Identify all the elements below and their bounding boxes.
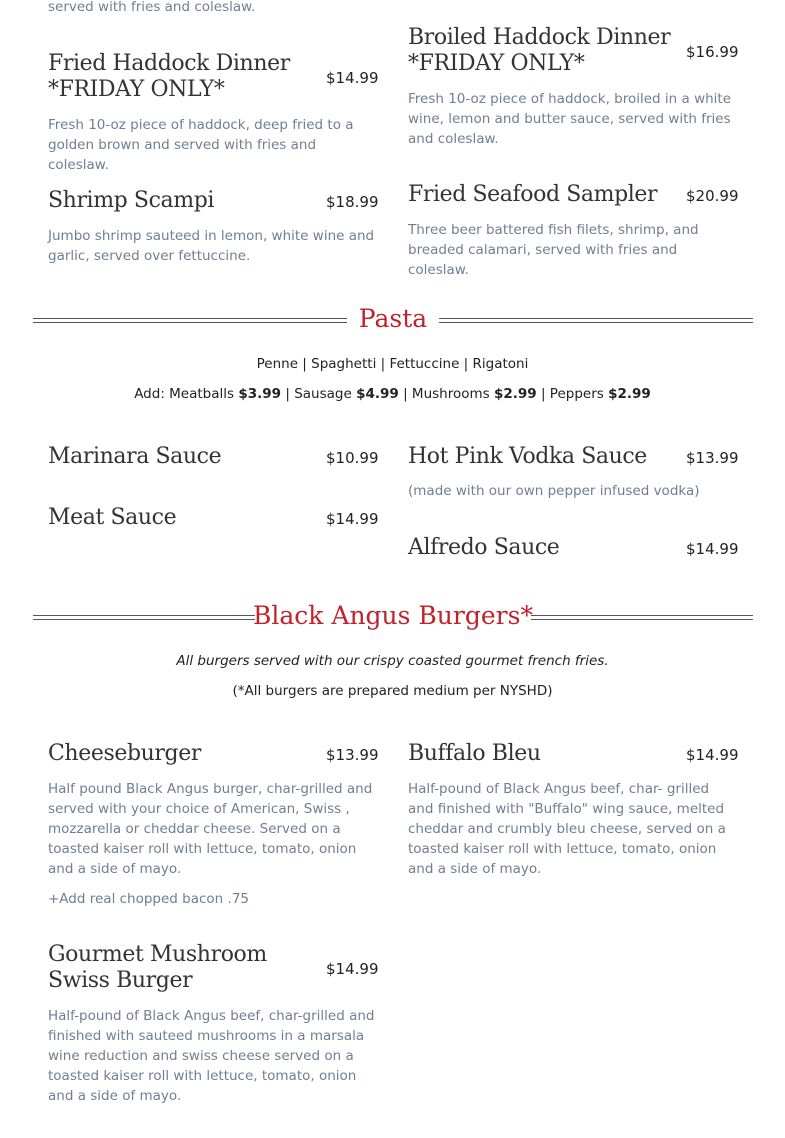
menu-item-broiled-haddock	[408, 25, 738, 149]
item-price: $14.99	[326, 960, 379, 978]
sausage-label: | Sausage	[285, 386, 352, 402]
pasta-types: Penne | Spaghetti | Fettuccine | Rigatoni	[256, 356, 529, 372]
item-description: Half pound Black Angus burger, char-grilled and served with your choice of American, Swiss , mozzarella or cheddar cheese. Served on a toasted kaiser roll with lettuce, tomato, onion and a side of mayo.	[48, 781, 373, 877]
item-price: $13.99	[686, 449, 739, 467]
menu-item-fried-haddock	[48, 51, 378, 175]
pasta-section-header	[33, 303, 753, 337]
item-description: Fresh 10-oz piece of haddock, broiled in a white wine, lemon and butter sauce, served with fries and coleslaw.	[408, 91, 732, 147]
burgers-note-medium: (*All burgers are prepared medium per NYSHD)	[232, 683, 553, 699]
add-label: Add: Meatballs	[134, 386, 235, 402]
meatballs-price: $3.99	[238, 386, 282, 402]
section-title: Pasta	[358, 304, 428, 333]
item-addon: +Add real chopped bacon .75	[48, 891, 249, 907]
item-name: Cheeseburger	[48, 741, 201, 766]
item-price: $10.99	[326, 449, 379, 467]
item-description: Three beer battered fish filets, shrimp, and breaded calamari, served with fries and coleslaw.	[408, 222, 699, 278]
menu-item-mushroom-swiss-burger	[48, 942, 378, 1106]
item-price: $13.99	[326, 746, 379, 764]
section-title: Black Angus Burgers*	[253, 601, 533, 630]
mushrooms-label: | Mushrooms	[403, 386, 490, 402]
item-price: $14.99	[326, 510, 379, 528]
item-name: Fried Haddock Dinner *FRIDAY ONLY*	[48, 51, 290, 102]
item-name: Hot Pink Vodka Sauce	[408, 444, 647, 469]
peppers-label: | Peppers	[540, 386, 604, 402]
peppers-price: $2.99	[608, 386, 651, 402]
menu-item-seafood-sampler	[408, 182, 738, 280]
menu-item-buffalo-bleu	[408, 741, 738, 879]
item-description: Fresh 10-oz piece of haddock, deep fried to a golden brown and served with fries and coleslaw.	[48, 117, 354, 173]
previous-item-description: served with fries and coleslaw.	[48, 0, 256, 15]
item-name: Gourmet Mushroom Swiss Burger	[48, 942, 267, 993]
pasta-add-ons	[0, 386, 785, 402]
item-price: $20.99	[686, 187, 739, 205]
mushrooms-price: $2.99	[493, 386, 537, 402]
menu-item-meat-sauce	[48, 505, 378, 531]
item-price: $14.99	[326, 69, 379, 87]
sausage-price: $4.99	[356, 386, 399, 402]
item-price: $14.99	[686, 746, 739, 764]
item-name: Broiled Haddock Dinner *FRIDAY ONLY*	[408, 25, 671, 76]
item-name: Meat Sauce	[48, 505, 177, 530]
menu-item-cheeseburger	[48, 741, 378, 909]
menu-item-marinara	[48, 444, 378, 470]
item-description: Half-pound of Black Angus beef, char-grilled and finished with sauteed mushrooms in a marsala wine reduction and swiss cheese served on a toasted kaiser roll with lettuce, tomato, onion and a side of mayo.	[48, 1008, 375, 1104]
item-name: Shrimp Scampi	[48, 188, 215, 213]
item-name: Alfredo Sauce	[408, 535, 560, 560]
item-name: Buffalo Bleu	[408, 741, 541, 766]
burgers-note-fries: All burgers served with our crispy coasted gourmet french fries.	[176, 653, 609, 669]
burgers-section-header	[33, 600, 753, 634]
menu-item-vodka-sauce	[408, 444, 738, 501]
item-name: Marinara Sauce	[48, 444, 222, 469]
item-name: Fried Seafood Sampler	[408, 182, 658, 207]
menu-item-shrimp-scampi	[48, 188, 378, 266]
item-description: Jumbo shrimp sauteed in lemon, white wine and garlic, served over fettuccine.	[48, 228, 375, 264]
item-description: Half-pound of Black Angus beef, char- grilled and finished with "Buffalo" wing sauce, melted cheddar and crumbly bleu cheese, served on a toasted kaiser roll with lettuce, tomato, onion and a side of mayo.	[408, 781, 726, 877]
item-price: $16.99	[686, 43, 739, 61]
item-price: $14.99	[686, 540, 739, 558]
menu-item-alfredo	[408, 535, 738, 561]
item-price: $18.99	[326, 193, 379, 211]
item-description: (made with our own pepper infused vodka)	[408, 483, 700, 499]
